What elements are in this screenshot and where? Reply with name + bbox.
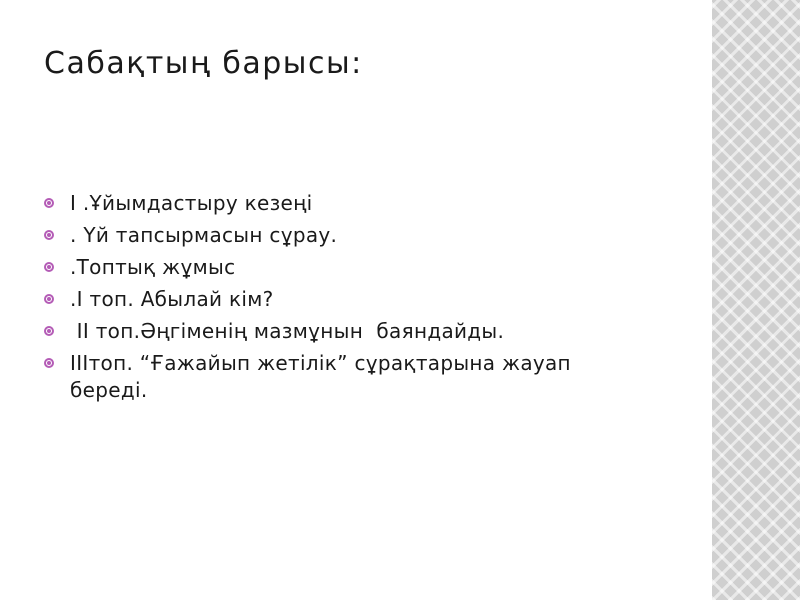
- bullet-item-1: [44, 190, 644, 217]
- bullet-circle-icon: [44, 198, 54, 208]
- bullet-item-5: [44, 318, 644, 345]
- bullet-list: [44, 190, 644, 409]
- bullet-item-4: [44, 286, 644, 313]
- bullet-item-6: [44, 350, 644, 404]
- decorative-side-panel: [712, 0, 800, 600]
- bullet-circle-icon: [44, 230, 54, 240]
- bullet-text: II топ.Әңгіменің мазмұнын баяндайды.: [70, 319, 505, 343]
- bullet-circle-icon: [44, 358, 54, 368]
- bullet-circle-icon: [44, 262, 54, 272]
- bullet-circle-icon: [44, 326, 54, 336]
- bullet-text: .Топтық жұмыс: [70, 255, 236, 279]
- bullet-text: I .Ұйымдастыру кезеңі: [70, 191, 313, 215]
- bullet-item-2: [44, 222, 644, 249]
- bullet-circle-icon: [44, 294, 54, 304]
- bullet-text: . Үй тапсырмасын сұрау.: [70, 223, 338, 247]
- slide-title: Сабақтың барысы:: [44, 46, 363, 81]
- bullet-text: IIIтоп. “Ғажайып жетілік” сұрақтарына жауап береді.: [70, 351, 578, 402]
- bullet-item-3: [44, 254, 644, 281]
- bullet-text: .I топ. Абылай кім?: [70, 287, 274, 311]
